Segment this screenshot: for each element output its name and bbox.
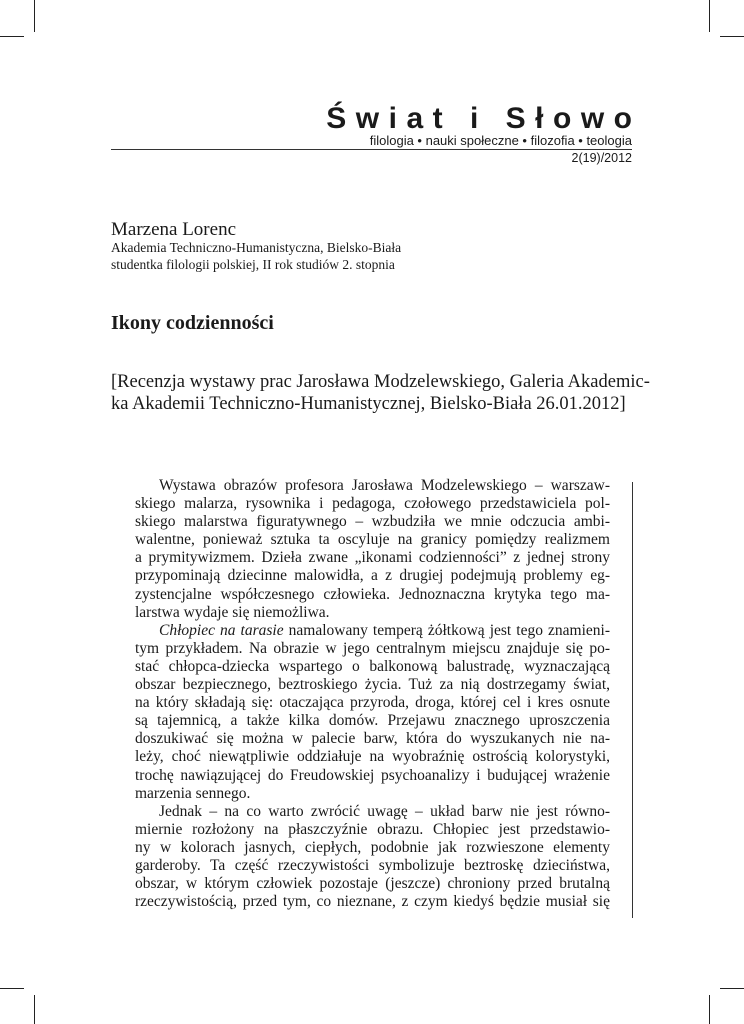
subtitle-line: [Recenzja wystawy prac Jarosława Modzelewskiego, Galeria Akademic-: [111, 372, 650, 392]
text-line: Jednak – na co warto zwrócić uwagę – układ barw nie jest równo-: [159, 802, 610, 820]
crop-mark-top-left-h: [0, 36, 24, 37]
text-line: skiego malarstwa figuratywnego – wzbudziła we mnie odczucia ambi-: [135, 513, 610, 531]
text-line: obszar bezpiecznego, beztroskiego życia. Tuż za nią dostrzegamy świat,: [135, 676, 610, 694]
crop-mark-top-right-h: [720, 36, 744, 37]
journal-title: Świat i Słowo: [326, 102, 642, 135]
crop-mark-bottom-right-h: [720, 988, 744, 989]
text-line: ny w kolorach jasnych, ciepłych, podobnie jak rozwieszone elementy: [135, 838, 610, 856]
author-status: studentka filologii polskiej, II rok studiów 2. stopnia: [111, 257, 395, 272]
crop-mark-top-right: [709, 0, 710, 32]
text-line: leży, choć niewątpliwie oddziałuje na wyobraźnię ostrością kolorystyki,: [135, 748, 610, 766]
text-line: trochę nawiązującej do Freudowskiej psychoanalizy i budującej wrażenie: [135, 766, 610, 784]
text-line: a prymitywizmem. Dzieła zwane „ikonami codzienności” z jednej strony: [135, 549, 610, 567]
text-line: miernie rozłożony na płaszczyźnie obrazu. Chłopiec jest przedstawio-: [135, 820, 610, 838]
text-line: na który składają się: otaczająca przyroda, droga, której cel i kres osnute: [135, 694, 610, 712]
text-line: obszar, w którym człowiek pozostaje (jeszcze) chroniony przed brutalną: [135, 875, 610, 893]
artwork-title: Chłopiec na tarasie: [159, 621, 284, 639]
article-subtitle: [111, 371, 650, 415]
crop-mark-bottom-left-h: [0, 988, 24, 989]
text-line: [135, 622, 610, 640]
text-line: stać chłopca-dziecka wspartego o balkonową balustradę, wyznaczającą: [135, 657, 610, 675]
text-line: doszukiwać się można w palecie barw, która do wyszukanych nie na-: [135, 730, 610, 748]
text-line: marzenia sennego.: [135, 784, 251, 802]
body-text: [135, 477, 610, 911]
issue-number: 2(19)/2012: [571, 151, 632, 165]
text-line: tym przykładem. Na obrazie w jego centralnym miejscu znajduje się po-: [135, 639, 610, 657]
text-line: skiego malarza, rysownika i pedagoga, czołowego przedstawiciela pol-: [135, 495, 610, 513]
subtitle-line: ka Akademii Techniczno-Humanistycznej, Bielsko-Biała 26.01.2012]: [111, 394, 626, 414]
text-line: walentne, ponieważ sztuka ta oscyluje na granicy pomiędzy realizmem: [135, 531, 610, 549]
text-line: Wystawa obrazów profesora Jarosława Modzelewskiego – warszaw-: [159, 477, 610, 494]
header-rule: [111, 149, 632, 150]
text-line: przypominają dziecinne malowidła, a z drugiej podejmują problemy eg-: [135, 567, 610, 585]
text-line: rzeczywistością, przed tym, co nieznane, z czym kiedyś będzie musiał się: [135, 893, 610, 911]
crop-mark-top-left: [34, 0, 35, 32]
journal-subtitle: filologia • nauki społeczne • filozofia • teologia: [369, 133, 632, 148]
text-span: namalowany temperą żółtkową jest tego znamieni-: [283, 621, 610, 639]
crop-mark-bottom-right: [709, 995, 710, 1024]
margin-rule: [632, 482, 633, 918]
author-affiliation: Akademia Techniczno-Humanistyczna, Bielsko-Biała: [111, 240, 402, 255]
crop-mark-bottom-left: [34, 995, 35, 1024]
author-name: Marzena Lorenc: [111, 219, 237, 240]
text-line: zystencjalne współczesnego człowieka. Jednoznaczna krytyka tego ma-: [135, 585, 610, 603]
text-line: larstwa wydaje się niemożliwa.: [135, 603, 330, 621]
article-title: Ikony codzienności: [111, 312, 274, 334]
text-line: garderoby. Ta część rzeczywistości symbolizuje beztroskę dzieciństwa,: [135, 856, 610, 874]
text-line: są tajemnicą, a także kilka domów. Przejawu znacznego uproszczenia: [135, 712, 610, 730]
